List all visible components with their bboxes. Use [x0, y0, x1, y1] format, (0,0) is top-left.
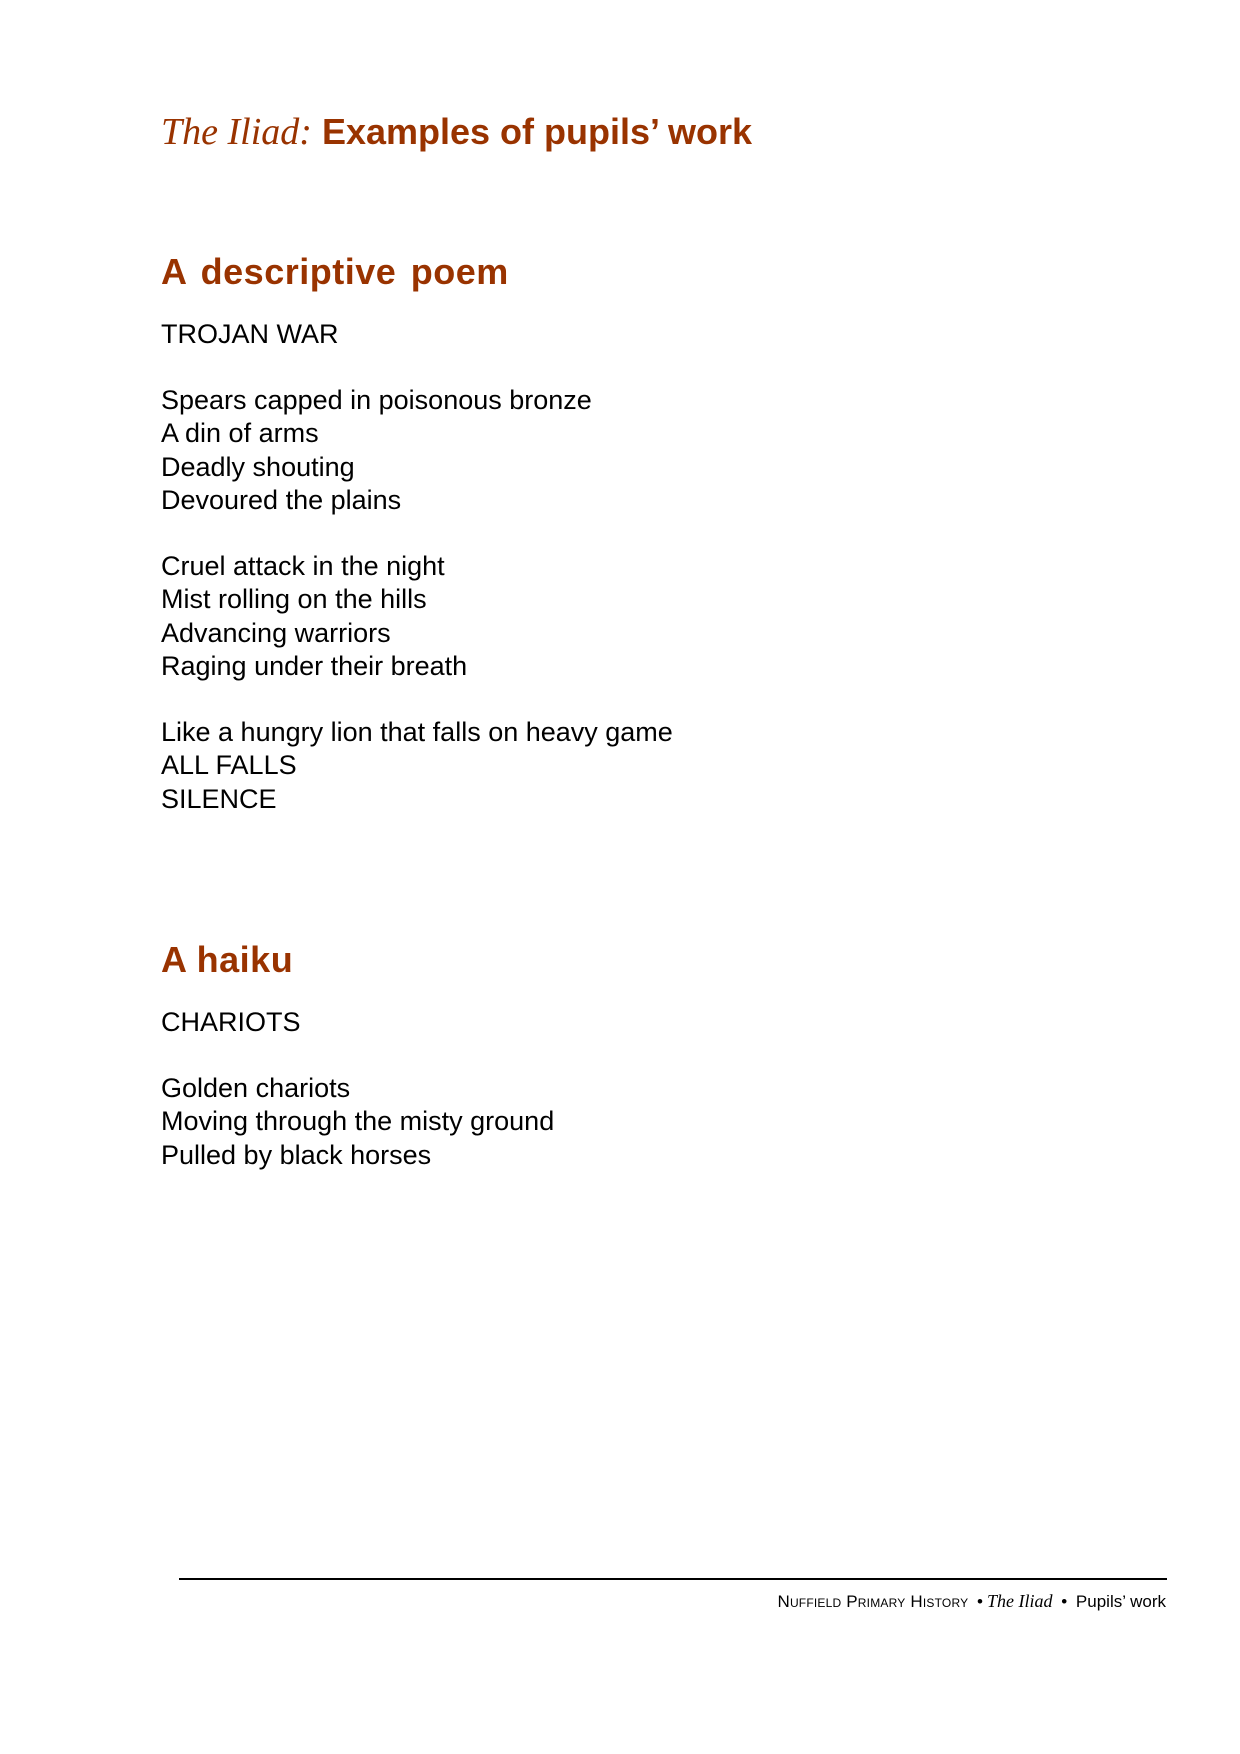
poem-line: Raging under their breath — [161, 650, 468, 681]
poem-stanza — [161, 550, 467, 683]
footer-separator: • — [1061, 1592, 1068, 1611]
poem-line: Advancing warriors — [161, 617, 391, 648]
footer-book-title: The Iliad — [987, 1591, 1053, 1611]
poem-title-trojan-war: TROJAN WAR — [161, 319, 339, 349]
poem-line: Cruel attack in the night — [161, 551, 445, 581]
poem-line: SILENCE — [161, 783, 277, 814]
footer-separator: • — [977, 1592, 983, 1611]
title-book-name: The Iliad: — [161, 111, 312, 153]
poem-line: A din of arms — [161, 418, 319, 449]
poem-line: Like a hungry lion that falls on heavy game — [161, 717, 673, 747]
poem-stanza — [161, 1072, 554, 1172]
poem-line: Pulled by black horses — [161, 1139, 432, 1170]
title-subtitle: Examples of pupils’ work — [311, 111, 753, 152]
page-title — [161, 110, 752, 154]
poem-line: ALL FALLS — [161, 750, 297, 781]
section-heading-haiku: A haiku — [161, 939, 294, 980]
poem-title-chariots: CHARIOTS — [161, 1007, 301, 1037]
section-heading-descriptive-poem: A descriptive poem — [161, 251, 509, 292]
footer-divider — [179, 1578, 1167, 1580]
poem-line: Golden chariots — [161, 1073, 351, 1103]
poem-line: Mist rolling on the hills — [161, 584, 427, 615]
poem-line: Devoured the plains — [161, 484, 402, 515]
page-footer — [777, 1590, 1166, 1613]
footer-section-name: Pupils’ work — [1075, 1592, 1166, 1611]
poem-line: Spears capped in poisonous bronze — [161, 385, 592, 415]
poem-line: Deadly shouting — [161, 451, 355, 482]
footer-series-name: Nuffield Primary History — [777, 1592, 969, 1611]
poem-stanza — [161, 716, 673, 816]
poem-stanza — [161, 384, 592, 517]
poem-line: Moving through the misty ground — [161, 1106, 555, 1137]
